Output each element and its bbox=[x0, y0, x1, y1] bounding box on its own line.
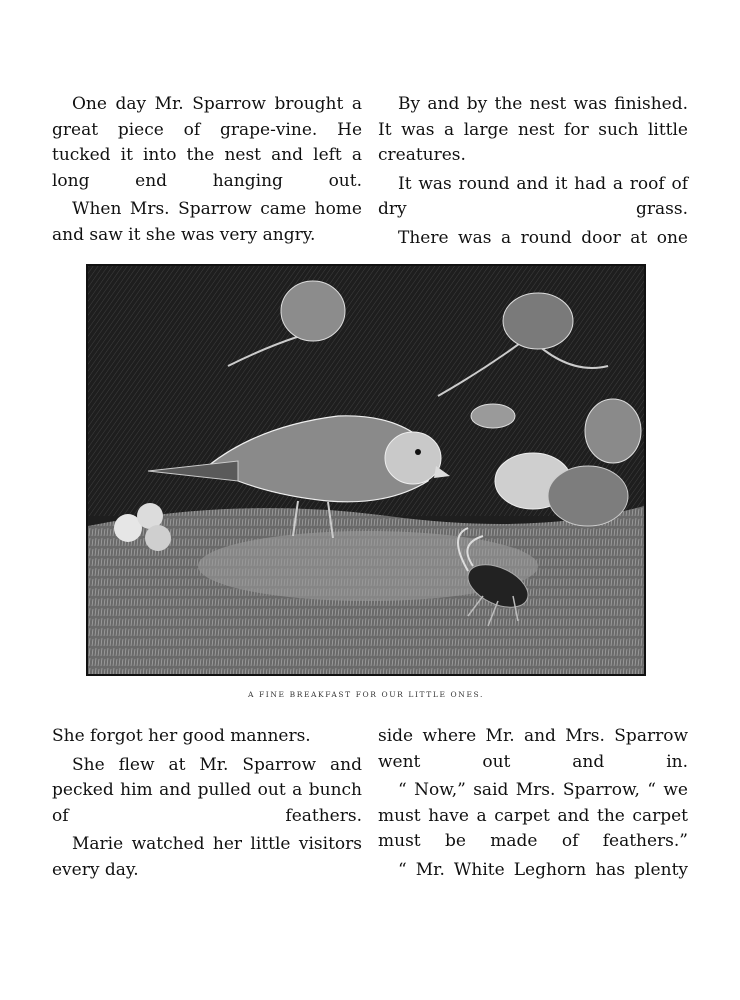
sparrow-and-beetle-engraving bbox=[88, 266, 644, 674]
paragraph: It was round and it had a roof of dry grass. bbox=[378, 173, 688, 219]
paragraph: She forgot her good manners. bbox=[52, 726, 311, 746]
paragraph: One day Mr. Sparrow brought a great piece of grape-vine. He tucked it into the nest and left a long end hanging out. bbox=[52, 94, 362, 191]
paragraph: She flew at Mr. Sparrow and pecked him and pulled out a bunch of feathers. bbox=[52, 754, 362, 826]
paragraph: By and by the nest was finished. It was a large nest for such little creatures. bbox=[378, 94, 688, 165]
paragraph: Marie watched her little visitors every day. bbox=[52, 834, 362, 880]
engraving-illustration bbox=[86, 264, 646, 676]
paragraph: “ Mr. White Leghorn has plenty bbox=[398, 859, 688, 880]
text-column-bottom-left bbox=[52, 724, 362, 886]
paragraph: There was a round door at one bbox=[398, 227, 688, 248]
paragraph: When Mrs. Sparrow came home and saw it she was very angry. bbox=[52, 199, 362, 245]
text-column-bottom-right bbox=[378, 724, 688, 886]
text-column-top-right bbox=[378, 92, 688, 254]
paragraph: “ Now,” said Mrs. Sparrow, “ we must have a carpet and the carpet must be made of feathers.” bbox=[378, 780, 688, 851]
paragraph: side where Mr. and Mrs. Sparrow went out and in. bbox=[378, 726, 688, 772]
text-column-top-left bbox=[52, 92, 362, 251]
illustration-caption: A FINE BREAKFAST FOR OUR LITTLE ONES. bbox=[248, 690, 484, 699]
